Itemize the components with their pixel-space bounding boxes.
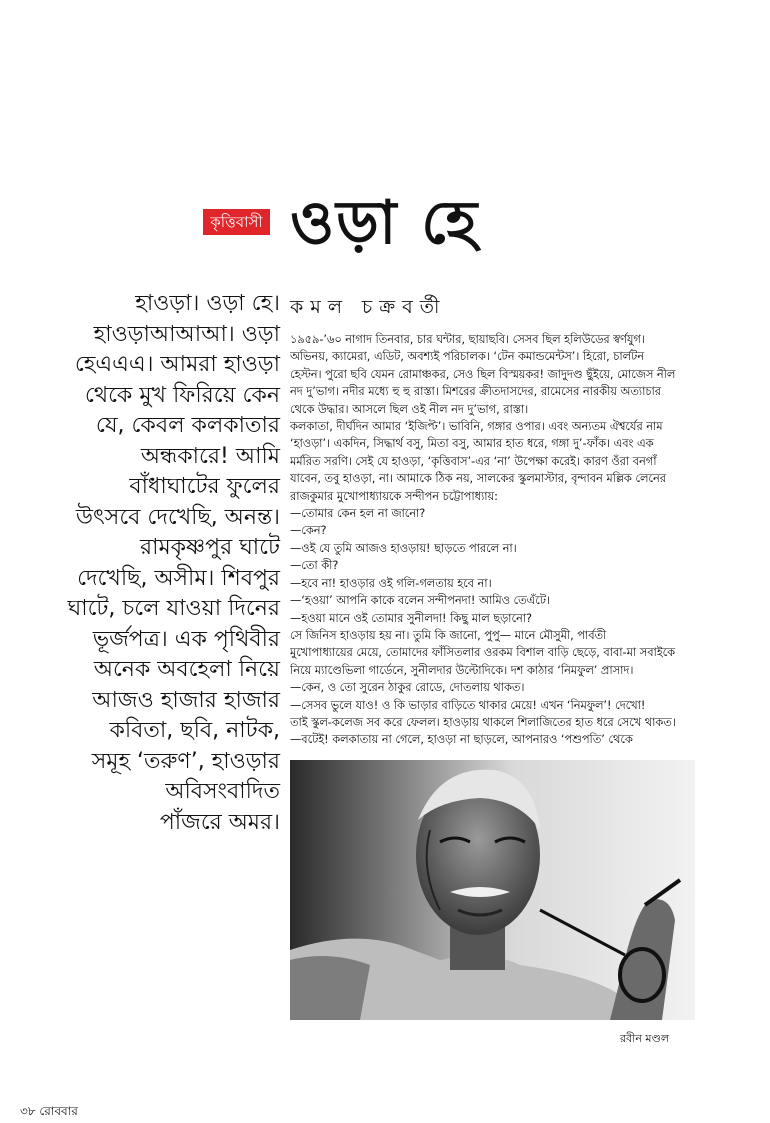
body-line: —ওই যে তুমি আজও হাওড়ায়! ছাড়তে পারলে না। — [290, 541, 517, 555]
body-line: যাবেন, তবু হাওড়া, না। আমাকে ঠিক নয়, সালকের স্কুলমাস্টার, বৃন্দাবন মল্লিক লেনের — [290, 472, 666, 486]
pull-quote-line: পাঁজরে অমর। — [159, 809, 280, 835]
section-label: কৃত্তিবাসী — [203, 209, 270, 235]
pull-quote-line: অনেক অবহেলা নিয়ে — [93, 657, 280, 682]
pull-quote-line: হাওড়া। ওড়া হে। — [135, 291, 280, 316]
pull-quote-line: ঘাটে, চলে যাওয়া দিনের — [67, 596, 280, 621]
author-byline: কমল চক্রবর্তী — [290, 296, 447, 318]
pull-quote-line: হাওড়াআআআ। ওড়া — [93, 321, 280, 347]
body-line: তাই স্কুল-কলেজ সব করে ফেলল। হাওড়ায় থাকলে শিলাজিতের হাত ধরে সেখে থাকত। — [290, 715, 676, 729]
body-line: অভিনয়, ক্যামেরা, এডিট, অবশ্যই পরিচালক। ‘টেন কমান্ডমেন্টস’। হিরো, চার্লটন — [290, 350, 644, 364]
author-portrait-photo — [290, 760, 695, 1020]
pull-quote-line: অন্ধকারে! আমি — [140, 443, 280, 469]
body-line: —হবে না! হাওড়ার ওই গলি-গলতায় হবে না। — [290, 576, 492, 590]
pull-quote-line: ভূর্জপত্র। এক পৃথিবীর — [92, 626, 280, 652]
pull-quote-line: রামকৃষ্ণপুর ঘাটে — [139, 535, 280, 560]
body-line: —বটেই! কলকাতায় না গেলে, হাওড়া না ছাড়লে, আপনারও ‘পশুপতি’ থেকে — [290, 733, 633, 747]
body-line: —হওয়া মানে ওই তোমার সুনীলদা! কিছু মাল ছড়ানো? — [290, 611, 533, 625]
pull-quote — [30, 289, 280, 838]
body-line: সে জিনিস হাওড়ায় হয় না। তুমি কি জানো, পুপু— মানে মৌসুমী, পার্বতী — [290, 628, 607, 642]
body-line: —কেন, ও তো সুরেন ঠাকুর রোডে, দোতলায় থাকত। — [290, 681, 525, 695]
body-line: হেস্টন। পুরো ছবি যেমন রোমাঞ্চকর, সেও ছিল বিস্ময়কর! জাদুদণ্ড ছুঁইয়ে, মোজেস নীল — [290, 367, 676, 381]
pull-quote-line: থেকে মুখ ফিরিয়ে কেন — [84, 382, 280, 408]
pull-quote-line: যে, কেবল কলকাতার — [95, 413, 280, 438]
article-title: ওড়া হে — [290, 188, 480, 258]
body-line: —তোমার কেন হল না জানো? — [290, 507, 426, 521]
body-line: নদ দু’ভাগ। নদীর মধ্যে হু হু রাস্তা। মিশরের ক্রীতদাসদের, রামেসের নারকীয় অত্যাচার — [290, 385, 661, 399]
pull-quote-line: আজও হাজার হাজার — [92, 687, 280, 713]
pull-quote-line: সমূহ ‘তরুণ’, হাওড়ার — [91, 748, 280, 774]
pull-quote-line: উৎসবে দেখেছি, অনন্ত। — [75, 504, 280, 530]
photo-credit: রবীন মণ্ডল — [620, 1032, 670, 1045]
article-body — [290, 331, 710, 749]
pull-quote-line: দেখেছি, অসীম। শিবপুর — [77, 565, 280, 591]
pull-quote-line: হেএএএ। আমরা হাওড়া — [74, 352, 280, 377]
body-line: —‘হওয়া’ আপনি কাকে বলেন সন্দীপনদা! আমিও তেএঁটে। — [290, 594, 550, 608]
pull-quote-line: বাঁধাঘাটের ফুলের — [129, 474, 280, 499]
body-line: ১৯৫৯-’৬০ নাগাদ তিনবার, চার ঘন্টার, ছায়াছবি। সেসব ছিল হলিউডের স্বর্ণযুগ। — [290, 333, 645, 346]
body-line: ‘হাওড়া’। একদিন, সিদ্ধার্থ বসু, মিতা বসু, আমার হাত ধরে, গঙ্গা দু’-ফাঁক। এবং এক — [290, 437, 654, 451]
body-line: —কেন? — [290, 524, 327, 538]
body-line: মর্মরিত সরণি। সেই যে হাওড়া, ‘কৃত্তিবাস’-এর ‘না’ উপেক্ষা করেই। কারণ ওঁরা বনগাঁ — [290, 454, 657, 468]
body-line: কলকাতা, দীর্ঘদিন আমার ‘ইজিপ্ট’। ভাবিনি, গঙ্গার ওপার। এবং অন্যতম ঐশ্বর্যের নাম — [290, 420, 663, 434]
body-line: —তো কী? — [290, 559, 339, 573]
body-line: —সেসব ভুলে যাও! ও কি ভাড়ার বাড়িতে থাকার মেয়ে! এখন ‘নিমফুল’! দেখো! — [290, 698, 646, 712]
body-line: থেকে উদ্ধার। আসলে ছিল ওই নীল নদ দু’ভাগ, রাস্তা। — [290, 402, 529, 416]
page-folio: ৩৮ রোববার — [20, 1104, 78, 1118]
pull-quote-line: কবিতা, ছবি, নাটক, — [109, 718, 280, 743]
body-line: নিয়ে ম্যাণ্ডেভিলা গার্ডেনে, সুনীলদার উল্টোদিকে। দশ কাঠার ‘নিমফুল’ প্রাসাদ। — [290, 663, 634, 677]
pull-quote-line: অবিসংবাদিত — [165, 779, 280, 804]
body-line: মুখোপাধ্যায়ের মেয়ে, তোমাদের ফাঁসিতলার ওরকম বিশাল বাড়ি ছেড়ে, বাবা-মা সবাইকে — [290, 646, 676, 660]
body-line: রাজকুমার মুখোপাধ্যায়কে সন্দীপন চট্টোপাধ্যায়: — [290, 489, 498, 503]
